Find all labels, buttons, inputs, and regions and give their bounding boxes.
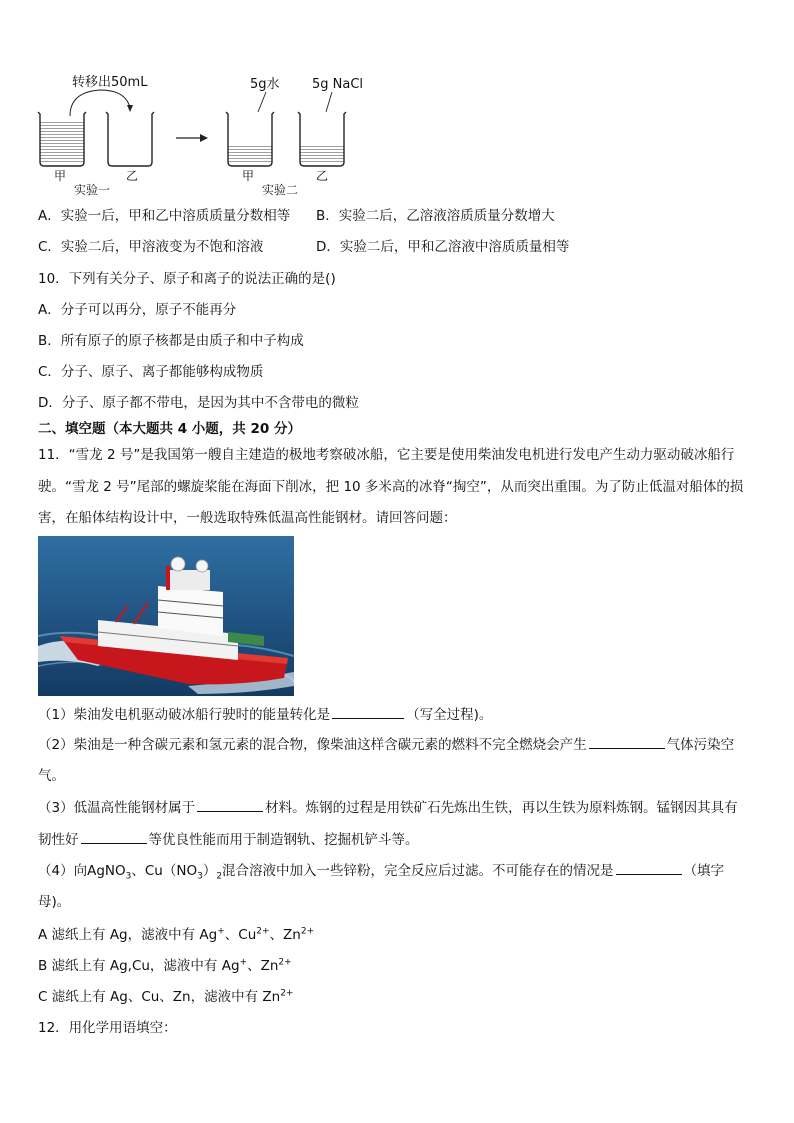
q11-part4-text-b: 、Cu（NO — [131, 863, 198, 879]
option-b-text2: 、Zn — [247, 958, 279, 974]
beaker-yi-exp2 — [298, 112, 346, 166]
q11-stem-line3: 害，在船体结构设计中，一般选取特殊低温高性能钢材。请回答问题： — [38, 510, 457, 526]
beaker-experiment-figure — [30, 70, 370, 200]
q9-option-d: D．实验二后，甲和乙溶液中溶质质量相等 — [316, 239, 570, 255]
q11-part4-text-c: ） — [202, 863, 217, 879]
q9-option-a: A．实验一后，甲和乙中溶质质量分数相等 — [38, 208, 291, 224]
answer-blank-5[interactable] — [616, 860, 682, 875]
q11-part2 — [38, 734, 734, 755]
superscript: 2+ — [280, 988, 294, 999]
q11-part4-text-a: （4）向AgNO — [38, 863, 126, 879]
q11-part3-cont — [38, 829, 419, 850]
q10-option-c: C．分子、原子、离子都能够构成物质 — [38, 364, 264, 380]
nacl-label: 5g NaCl — [312, 77, 364, 92]
q11-part4-cont: 母)。 — [38, 894, 71, 910]
q12-stem: 12．用化学用语填空： — [38, 1020, 177, 1036]
q10-option-b: B．所有原子的原子核都是由质子和中子构成 — [38, 333, 304, 349]
q11-part1-text: （1）柴油发电机驱动破冰船行驶时的能量转化是 — [38, 707, 331, 723]
q9-option-c: C．实验二后，甲溶液变为不饱和溶液 — [38, 239, 264, 255]
q11-option-a — [38, 925, 314, 945]
label-exp1: 实验一 — [74, 183, 111, 197]
q11-stem-line2: 驶。“雪龙 2 号”尾部的螺旋桨能在海面下削冰，把 10 多米高的冰脊“掏空”，从而突出重围。为了防止低温对船体的损 — [38, 479, 744, 495]
superscript: + — [239, 957, 248, 968]
label-jia-exp2: 甲 — [242, 169, 255, 183]
q11-option-c — [38, 987, 293, 1007]
label-yi-exp1: 乙 — [126, 169, 139, 183]
q11-stem-line1: 11．“雪龙 2 号”是我国第一艘自主建造的极地考察破冰船，它主要是使用柴油发电机进行发电产生动力驱动破冰船行 — [38, 447, 735, 463]
q11-part2-cont: 气。 — [38, 768, 65, 784]
q11-option-b — [38, 956, 292, 976]
q10-option-d: D．分子、原子都不带电，是因为其中不含带电的微粒 — [38, 395, 359, 411]
q10-stem: 10．下列有关分子、原子和离子的说法正确的是() — [38, 271, 336, 287]
answer-blank-4[interactable] — [81, 829, 147, 844]
q11-part3 — [38, 797, 738, 818]
q11-part4-text-d: 混合溶液中加入一些锌粉，完全反应后过滤。不可能存在的情况是 — [222, 863, 614, 879]
q11-part1-tail: （写全过程)。 — [406, 707, 493, 723]
superscript: 2+ — [300, 926, 315, 937]
q11-part4-tail: （填字 — [683, 863, 725, 879]
q11-part1 — [38, 704, 492, 725]
beaker-jia-exp2 — [226, 112, 274, 166]
transfer-arrow — [70, 90, 130, 116]
right-arrow — [176, 134, 208, 142]
superscript: 2+ — [278, 957, 292, 968]
answer-blank-1[interactable] — [332, 704, 404, 719]
water-label: 5g水 — [250, 77, 280, 92]
option-a-text: A 滤纸上有 Ag，滤液中有 Ag — [38, 927, 218, 943]
section-heading: 二、填空题（本大题共 4 小题，共 20 分） — [38, 421, 301, 437]
superscript: 2+ — [256, 926, 270, 937]
subscript: 2 — [216, 871, 223, 882]
beaker-jia-exp1 — [38, 112, 86, 166]
label-exp2: 实验二 — [262, 183, 299, 197]
q11-part3-text2: 韧性好 — [38, 832, 79, 848]
option-a-text2: 、Cu — [224, 927, 257, 943]
superscript: + — [217, 926, 225, 937]
q11-part4 — [38, 860, 724, 881]
subscript: 3 — [125, 871, 132, 882]
label-jia-exp1: 甲 — [54, 169, 67, 183]
answer-blank-2[interactable] — [589, 734, 665, 749]
beaker-yi-exp1 — [106, 112, 154, 166]
q11-part3-mid: 材料。炼钢的过程是用铁矿石先炼出生铁，再以生铁为原料炼钢。锰钢因其具有 — [265, 800, 738, 816]
label-yi-exp2: 乙 — [316, 169, 329, 183]
q9-option-b: B．实验二后，乙溶液溶质质量分数增大 — [316, 208, 555, 224]
q11-part2-tail: 气体污染空 — [666, 737, 735, 753]
q11-part2-text: （2）柴油是一种含碳元素和氢元素的混合物，像柴油这样含碳元素的燃料不完全燃烧会产生 — [38, 737, 587, 753]
subscript: 3 — [197, 871, 203, 882]
option-b-text: B 滤纸上有 Ag,Cu，滤液中有 Ag — [38, 958, 240, 974]
transfer-label: 转移出50mL — [72, 75, 148, 90]
q10-option-a: A．分子可以再分，原子不能再分 — [38, 302, 237, 318]
q11-part3-tail: 等优良性能而用于制造钢轨、挖掘机铲斗等。 — [148, 832, 419, 848]
icebreaker-ship-photo — [38, 536, 294, 696]
option-a-text3: 、Zn — [269, 927, 301, 943]
answer-blank-3[interactable] — [197, 797, 263, 812]
option-c-text: C 滤纸上有 Ag、Cu、Zn，滤液中有 Zn — [38, 989, 281, 1005]
q11-part3-text: （3）低温高性能钢材属于 — [38, 800, 196, 816]
